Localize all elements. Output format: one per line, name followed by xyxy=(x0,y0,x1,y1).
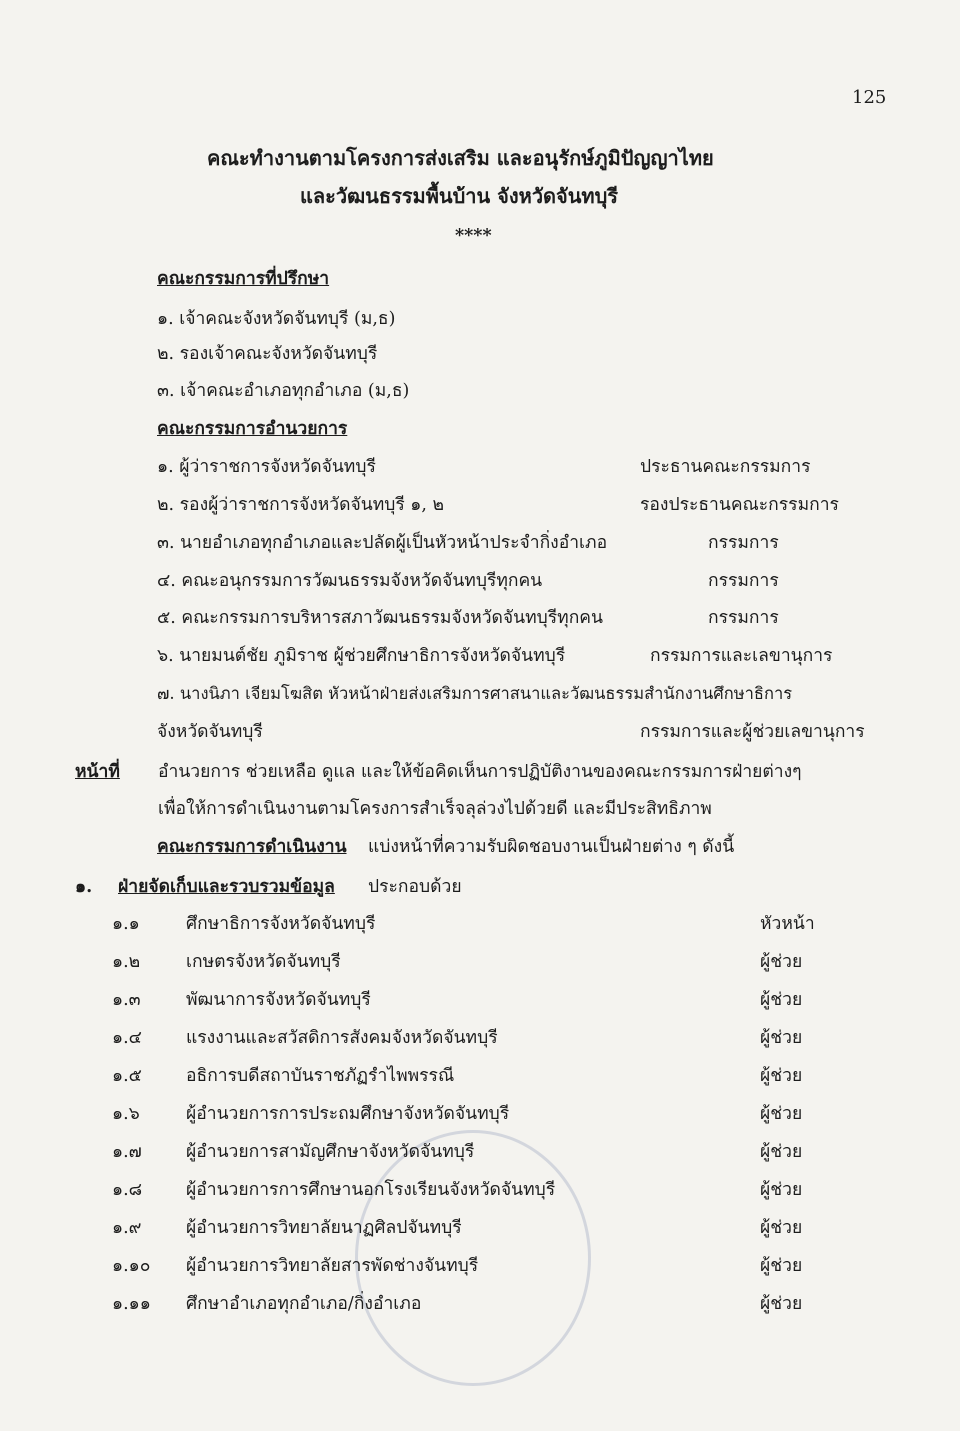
member-name: ผู้อำนวยการการศึกษานอกโรงเรียนจังหวัดจันทบุรี xyxy=(186,1180,556,1200)
member-name: แรงงานและสวัสดิการสังคมจังหวัดจันทบุรี xyxy=(186,1028,498,1048)
member-number: ๑.๘ xyxy=(112,1180,143,1200)
director-item: ๒. รองผู้ว่าราชการจังหวัดจันทบุรี ๑, ๒ xyxy=(157,495,445,515)
member-name: พัฒนาการจังหวัดจันทบุรี xyxy=(186,990,371,1010)
member-role: ผู้ช่วย xyxy=(760,990,803,1010)
director-item: ๖. นายมนต์ชัย ภูมิราช ผู้ช่วยศึกษาธิการจังหวัดจันทบุรี xyxy=(157,646,566,666)
member-number: ๑.๒ xyxy=(112,952,141,972)
director-role: ประธานคณะกรรมการ xyxy=(640,457,811,477)
member-number: ๑.๗ xyxy=(112,1142,142,1162)
member-number: ๑.๖ xyxy=(112,1104,140,1124)
member-name: อธิการบดีสถาบันราชภัฏรำไพพรรณี xyxy=(186,1066,455,1086)
operations-description: แบ่งหน้าที่ความรับผิดชอบงานเป็นฝ่ายต่าง ๆ ดังนี้ xyxy=(368,837,735,857)
member-name: ศึกษาธิการจังหวัดจันทบุรี xyxy=(186,914,376,934)
member-role: หัวหน้า xyxy=(760,914,815,934)
director-item-continuation: จังหวัดจันทบุรี xyxy=(157,722,263,742)
page-number: 125 xyxy=(852,87,887,108)
director-item: ๓. นายอำเภอทุกอำเภอและปลัดผู้เป็นหัวหน้าประจำกิ่งอำเภอ xyxy=(157,533,608,553)
section-number: ๑. xyxy=(75,877,93,897)
director-role: กรรมการและเลขานุการ xyxy=(650,646,833,666)
member-number: ๑.๓ xyxy=(112,990,141,1010)
operations-heading: คณะกรรมการดำเนินงาน xyxy=(157,837,347,857)
directors-heading: คณะกรรมการอำนวยการ xyxy=(157,419,348,439)
director-role: กรรมการและผู้ช่วยเลขานุการ xyxy=(640,722,865,742)
member-role: ผู้ช่วย xyxy=(760,1294,803,1314)
duty-label: หน้าที่ xyxy=(75,762,120,782)
director-item: ๗. นางนิภา เจียมโฆสิต หัวหน้าฝ่ายส่งเสริมการศาสนาและวัฒนธรรมสำนักงานศึกษาธิการ xyxy=(157,684,793,703)
member-number: ๑.๑ xyxy=(112,914,140,934)
director-item: ๑. ผู้ว่าราชการจังหวัดจันทบุรี xyxy=(157,457,376,477)
member-number: ๑.๑๑ xyxy=(112,1294,151,1314)
advisor-item: ๑. เจ้าคณะจังหวัดจันทบุรี (ม,ธ) xyxy=(157,309,396,329)
director-role: รองประธานคณะกรรมการ xyxy=(640,495,839,515)
title-line-1: คณะทำงานตามโครงการส่งเสริม และอนุรักษ์ภูมิปัญญาไทย xyxy=(207,146,714,170)
member-number: ๑.๙ xyxy=(112,1218,142,1238)
section-heading-suffix: ประกอบด้วย xyxy=(368,877,462,897)
duty-line-2: เพื่อให้การดำเนินงานตามโครงการสำเร็จลุล่วงไปด้วยดี และมีประสิทธิภาพ xyxy=(158,799,712,819)
member-role: ผู้ช่วย xyxy=(760,1142,803,1162)
member-role: ผู้ช่วย xyxy=(760,1104,803,1124)
member-name: ผู้อำนวยการวิทยาลัยสารพัดช่างจันทบุรี xyxy=(186,1256,479,1276)
member-number: ๑.๑๐ xyxy=(112,1256,151,1276)
advisors-heading: คณะกรรมการที่ปรึกษา xyxy=(157,269,330,289)
member-number: ๑.๔ xyxy=(112,1028,142,1048)
director-item: ๕. คณะกรรมการบริหารสภาวัฒนธรรมจังหวัดจันทบุรีทุกคน xyxy=(157,608,603,628)
member-name: เกษตรจังหวัดจันทบุรี xyxy=(186,952,341,972)
member-role: ผู้ช่วย xyxy=(760,952,803,972)
member-role: ผู้ช่วย xyxy=(760,1028,803,1048)
duty-line-1: อำนวยการ ช่วยเหลือ ดูแล และให้ข้อคิดเห็นการปฏิบัติงานของคณะกรรมการฝ่ายต่างๆ xyxy=(158,762,802,782)
member-role: ผู้ช่วย xyxy=(760,1180,803,1200)
director-role: กรรมการ xyxy=(708,533,779,553)
title-line-2: และวัฒนธรรมพื้นบ้าน จังหวัดจันทบุรี xyxy=(300,184,619,208)
director-item: ๔. คณะอนุกรรมการวัฒนธรรมจังหวัดจันทบุรีทุกคน xyxy=(157,571,543,591)
member-role: ผู้ช่วย xyxy=(760,1066,803,1086)
title-stars: **** xyxy=(455,226,492,246)
member-number: ๑.๕ xyxy=(112,1066,142,1086)
director-role: กรรมการ xyxy=(708,608,779,628)
member-name: ผู้อำนวยการการประถมศึกษาจังหวัดจันทบุรี xyxy=(186,1104,510,1124)
member-name: ศึกษาอำเภอทุกอำเภอ/กิ่งอำเภอ xyxy=(186,1294,422,1314)
director-role: กรรมการ xyxy=(708,571,779,591)
advisor-item: ๒. รองเจ้าคณะจังหวัดจันทบุรี xyxy=(157,344,378,364)
member-name: ผู้อำนวยการสามัญศึกษาจังหวัดจันทบุรี xyxy=(186,1142,475,1162)
member-role: ผู้ช่วย xyxy=(760,1256,803,1276)
section-heading: ฝ่ายจัดเก็บและรวบรวมข้อมูล xyxy=(118,877,335,897)
member-name: ผู้อำนวยการวิทยาลัยนาฏศิลปจันทบุรี xyxy=(186,1218,462,1238)
member-role: ผู้ช่วย xyxy=(760,1218,803,1238)
advisor-item: ๓. เจ้าคณะอำเภอทุกอำเภอ (ม,ธ) xyxy=(157,381,410,401)
